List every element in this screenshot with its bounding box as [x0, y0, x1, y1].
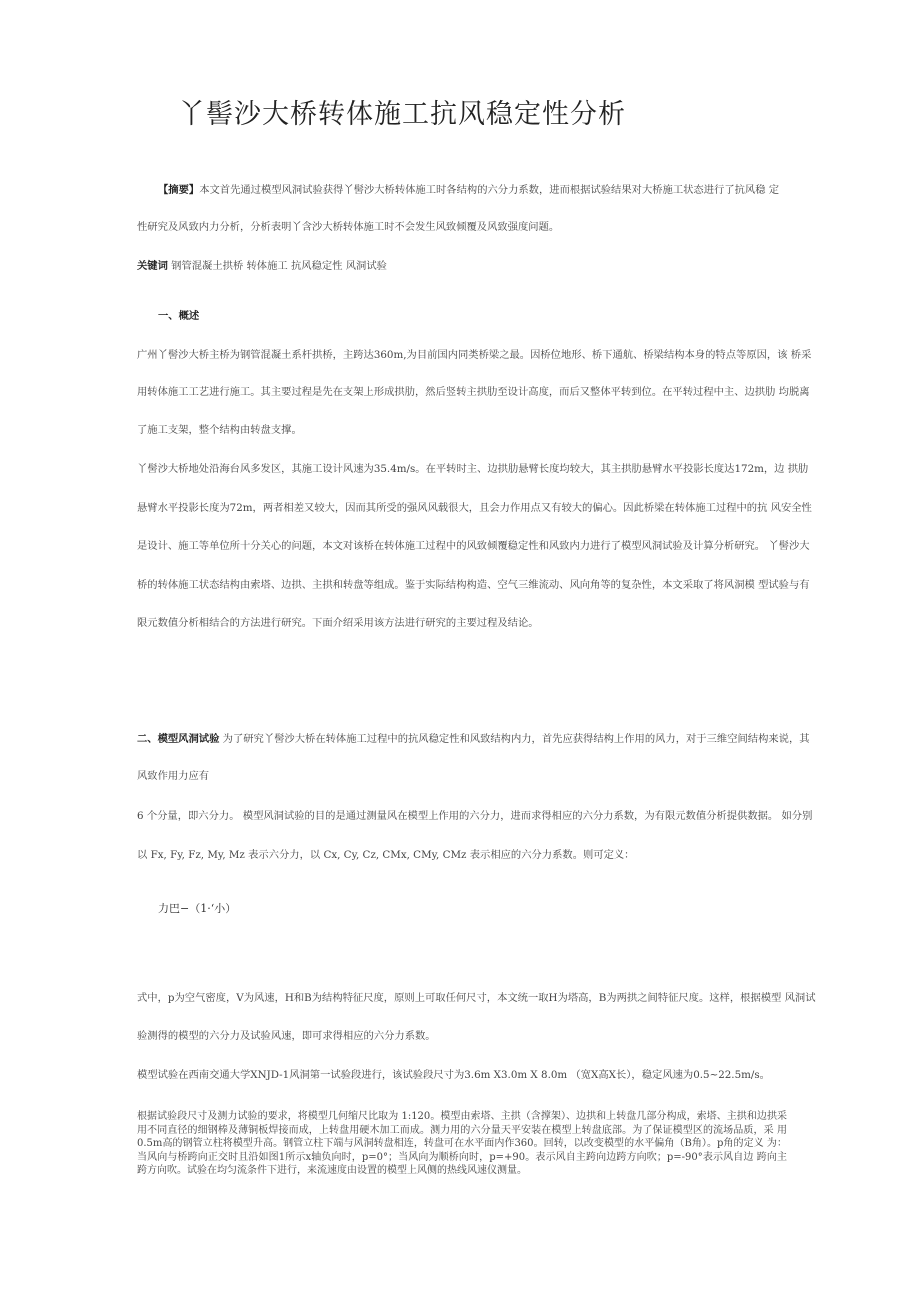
paragraph-line: 限元数值分析相结合的方法进行研究。下面介绍采用该方法进行研究的主要过程及结论。	[137, 617, 539, 629]
section-heading-wind-tunnel: 二、模型风洞试验	[137, 733, 220, 745]
paragraph-line: 风致作用力应有	[137, 770, 210, 782]
paragraph-line: 广州丫髻沙大桥主桥为钢管混凝土系杆拱桥，主跨达360m,为目前国内同类桥梁之最。因桥位地形、桥下通航、桥梁结构本身的特点等原因，该 桥采	[137, 349, 812, 361]
page-title: 丫髻沙大桥转体施工抗风稳定性分析	[178, 99, 626, 130]
paragraph-line: 是设计、施工等单位所十分关心的问题，本文对该桥在转体施工过程中的风致倾覆稳定性和风致内力进行了模型风洞试验及计算分析研究。 丫髻沙大	[137, 540, 810, 552]
paragraph-line: 用转体施工工艺进行施工。其主要过程是先在支架上形成拱肋，然后竖转主拱肋至设计高度，而后又整体平转到位。在平转过程中主、边拱肋 均脱离	[137, 386, 810, 398]
abstract-label: 【摘要】	[158, 184, 200, 196]
keywords-label: 关键词	[137, 260, 168, 272]
formula: 力巴−（1·‘小）	[158, 902, 237, 915]
paragraph-line: 丫髻沙大桥地处沿海台风多发区，其施工设计风速为35.4m/s。在平转时主、边拱肋悬臂长度均较大，其主拱肋悬臂水平投影长度达172m，边 拱肋	[137, 463, 809, 475]
paragraph-line: 式中，p为空气密度，V为风速，H和B为结构特征尺度，原则上可取任何尺寸，本文统一取H为塔高，B为两拱之间特征尺度。这样，根据模型 风洞试	[137, 992, 816, 1004]
last-paragraph: 根据试验段尺寸及测力试验的要求，将模型几何缩尺比取为 1:120。模型由索塔、主拱（含撑架）、边拱和上转盘几部分构成，索塔、主拱和边拱采用不同直径的细钢棒及薄铜板焊接而成，上转盘用硬木加工而成。测力用的六分量天平安装在模型上转盘底部。为了保证模型区的流场品质，采 用0.5m高的钢管立柱将模型升高。钢管立柱下端与风洞转盘相连，转盘可在水平面内作360。回转，以改变模型的水平偏角（B角）。p角的定义 为：当风向与桥跨向正交时且沿如图1所示x轴负向时，p=0°；当风向为顺桥向时，p=+90。表示风自主跨向边跨方向吹；p=-90°表示风自边 跨向主跨方向吹。试验在均匀流条件下进行，来流速度由设置的模型上风侧的热线风速仪测量。	[137, 1111, 787, 1176]
paragraph-line: 验测得的模型的六分力及试验风速，即可求得相应的六分力系数。	[137, 1030, 436, 1042]
paragraph-line: 了施工支架，整个结构由转盘支撑。	[137, 424, 302, 436]
paragraph-line: 以 Fx, Fy, Fz, My, Mz 表示六分力，以 Cx, Cy, Cz, CMx, CMy, CMz 表示相应的六分力系数。则可定义：	[137, 849, 635, 861]
paragraph-line: 模型试验在西南交通大学XNJD-1风洞第一试验段进行，该试验段尺寸为3.6m X3.0m X 8.0m （宽X高X长），稳定风速为0.5~22.5m/s。	[137, 1069, 770, 1081]
section2-line-1: 二、模型风洞试验 为了研究丫髻沙大桥在转体施工过程中的抗风稳定性和风致结构内力，首先应获得结构上作用的风力，对于三维空间结构来说，其	[137, 733, 810, 745]
abstract-line-2: 性研究及风致内力分析，分析表明丫含沙大桥转体施工时不会发生风致倾覆及风致强度问题。	[137, 221, 560, 233]
section-heading-overview: 一、概述	[158, 310, 200, 322]
keywords-line: 关键词 钢管混凝土拱桥 转体施工 抗风稳定性 风洞试验	[137, 260, 387, 272]
paragraph-line: 6 个分量，即六分力。 模型风洞试验的目的是通过测量风在模型上作用的六分力，进而求得相应的六分力系数，为有限元数值分析提供数据。 如分别	[137, 810, 813, 822]
paragraph-line: 桥的转体施工状态结构由索塔、边拱、主拱和转盘等组成。鉴于实际结构构造、空气三维流动、风向角等的复杂性，本文采取了将风洞模 型试验与有	[137, 579, 810, 591]
abstract-line-1: 【摘要】本文首先通过模型风洞试验获得丫髻沙大桥转体施工时各结构的六分力系数，进而根据试验结果对大桥施工状态进行了抗风稳 定	[158, 184, 780, 196]
paragraph-line: 悬臂水平投影长度为72m，两者相差又较大，因而其所受的强风风载很大，且会力作用点又有较大的偏心。因此桥梁在转体施工过程中的抗 风安全性	[137, 502, 812, 514]
